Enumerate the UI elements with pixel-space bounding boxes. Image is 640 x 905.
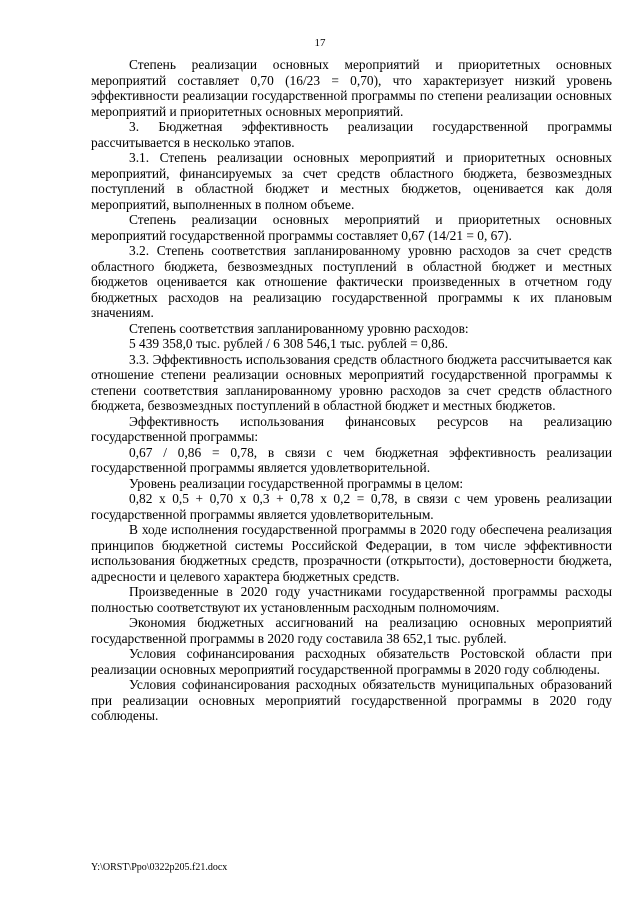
paragraph-regional-cofinancing: Условия софинансирования расходных обязательств Ростовской области при реализации основных мероприятий государственной программы в 2020 году соблюдены. <box>91 646 612 677</box>
paragraph-compliance-formula: 5 439 358,0 тыс. рублей / 6 308 546,1 тыс. рублей = 0,86. <box>129 336 448 351</box>
paragraph-expenses-compliance: Произведенные в 2020 году участниками государственной программы расходы полностью соответствуют их установленным расходным полномочиям. <box>91 584 612 615</box>
document-body <box>91 57 612 724</box>
paragraph-budget-efficiency: 3. Бюджетная эффективность реализации государственной программы рассчитывается в несколько этапов. <box>91 119 612 150</box>
footer-file-path: Y:\ORST\Ppo\0322p205.f21.docx <box>91 862 228 873</box>
paragraph-3-2: 3.2. Степень соответствия запланированному уровню расходов за счет средств областного бюджета, безвозмездных поступлений в областной бюджет и местных бюджетов оценивается как отношение фактически произведенных в отчетном году бюджетных расходов на реализацию государственной программы к их плановым значениям. <box>91 243 612 320</box>
paragraph-overall-level-formula: 0,82 х 0,5 + 0,70 х 0,3 + 0,78 х 0,2 = 0,78, в связи с чем уровень реализации государственной программы является удовлетворительным. <box>91 491 612 522</box>
paragraph-efficiency-formula: 0,67 / 0,86 = 0,78, в связи с чем бюджетная эффективность реализации государственной программы является удовлетворительной. <box>91 444 612 475</box>
paragraph-3-1: 3.1. Степень реализации основных мероприятий и приоритетных основных мероприятий, финансируемых за счет средств областного бюджета, безвозмездных поступлений в областной бюджет и местных бюджетов, оценивается как доля мероприятий, выполненных в полном объеме. <box>91 150 612 212</box>
paragraph-3-3: 3.3. Эффективность использования средств областного бюджета рассчитывается как отношение степени реализации основных мероприятий государственной программы к степени соответствия запланированному уровню расходов за счет средств областного бюджета, безвозмездных поступлений в областной бюджет и местных бюджетов. <box>91 351 612 413</box>
paragraph-implementation-degree: Степень реализации основных мероприятий и приоритетных основных мероприятий составляет 0,70 (16/23 = 0,70), что характеризует низкий уровень эффективности реализации государственной программы по степени реализации основных мероприятий и приоритетных основных мероприятий. <box>91 57 612 119</box>
paragraph-implementation-result: Степень реализации основных мероприятий и приоритетных основных мероприятий государственной программы составляет 0,67 (14/21 = 0, 67). <box>91 212 612 243</box>
paragraph-compliance-label: Степень соответствия запланированному уровню расходов: <box>129 320 469 336</box>
paragraph-budget-principles: В ходе исполнения государственной программы в 2020 году обеспечена реализация принципов бюджетной системы Российской Федерации, в том числе эффективности использования бюджетных средств, прозрачности (открытости), достоверности бюджета, адресности и целевого характера бюджетных средств. <box>91 522 612 584</box>
paragraph-financial-efficiency: Эффективность использования финансовых ресурсов на реализацию государственной программы: <box>91 413 612 444</box>
paragraph-municipal-cofinancing: Условия софинансирования расходных обязательств муниципальных образований при реализации основных мероприятий государственной программы в 2020 году соблюдены. <box>91 677 612 723</box>
page-number: 17 <box>314 37 326 49</box>
paragraph-overall-level-label: Уровень реализации государственной программы в целом: <box>129 475 464 491</box>
paragraph-budget-savings: Экономия бюджетных ассигнований на реализацию основных мероприятий государственной программы в 2020 году составила 38 652,1 тыс. рублей. <box>91 615 612 646</box>
